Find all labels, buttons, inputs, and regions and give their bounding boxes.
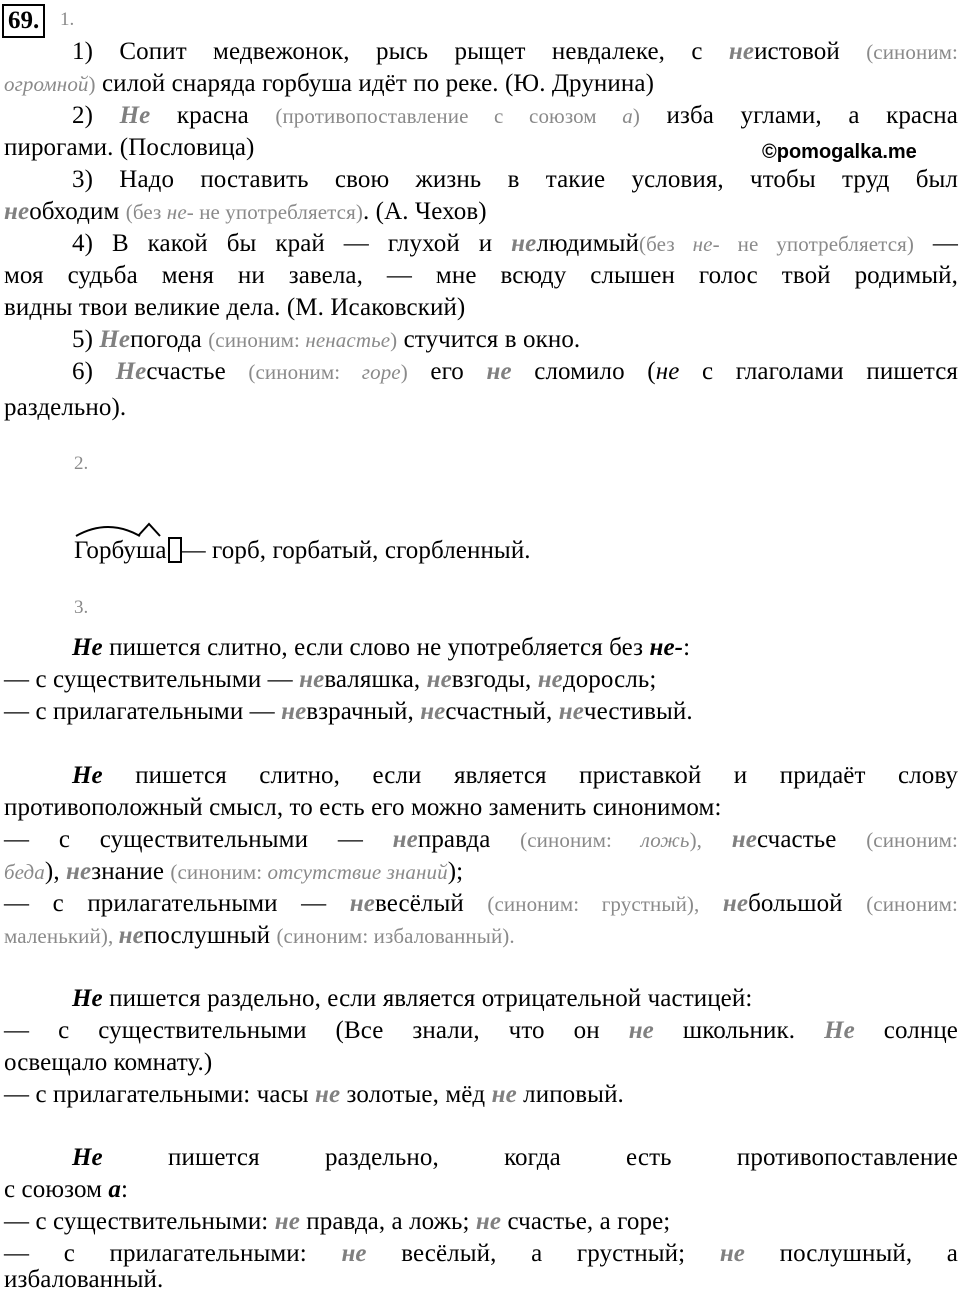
part-2-number: 2. [74, 453, 89, 474]
rule-4-nouns: — с существительными: не правда, а ложь; не счастье, а горе; [4, 1208, 671, 1235]
rule-2-nouns-line-1: — с существительными — неправда (синоним: ложь), несчастье (синоним: [4, 826, 958, 853]
word-analysis: Горбуша — горб, горбатый, сгорбленный. [74, 537, 531, 564]
exercise-number: 69. [2, 4, 45, 38]
sentence-6-line-2: раздельно). [4, 394, 127, 421]
rule-4-title-line-1: Не пишется раздельно, когда есть противопоставление [72, 1144, 958, 1171]
sentence-1-line-2: огромной) силой снаряда горбуша идёт по реке. (Ю. Друнина) [4, 70, 654, 97]
rule-1-adjectives: — с прилагательными — невзрачный, несчастный, нечестивый. [4, 698, 693, 725]
part-3-number: 3. [74, 597, 89, 618]
rule-1-title: Не пишется слитно, если слово не употребляется без не-: [72, 634, 691, 661]
part-1-number: 1. [60, 9, 75, 30]
rule-2-adjectives-line-2: маленький), непослушный (синоним: избалованный). [4, 922, 515, 949]
rule-2-title-line-2: противоположный смысл, то есть его можно заменить синонимом: [4, 794, 722, 821]
sentence-4-line-3: видны твои великие дела. (М. Исаковский) [4, 294, 466, 321]
sentence-1-line-1: 1) Сопит медвежонок, рысь рыщет невдалеке, с неистовой (синоним: [72, 38, 958, 65]
rule-2-nouns-line-2: беда), незнание (синоним: отсутствие знаний); [4, 858, 464, 885]
rule-2-adjectives-line-1: — с прилагательными — невесёлый (синоним: грустный), небольшой (синоним: [4, 890, 958, 917]
rule-4-adjectives-line-2: избалованный. [4, 1266, 164, 1293]
sentence-2-line-1: 2) Не красна (противопоставление с союзом а) изба углами, а красна [72, 102, 958, 129]
rule-3-nouns-line-2: освещало комнату.) [4, 1049, 213, 1076]
sentence-4-line-1: 4) В какой бы край — глухой и нелюдимый(без не- не употребляется) — [72, 230, 958, 257]
rule-3-adjectives: — с прилагательными: часы не золотые, мёд не липовый. [4, 1081, 624, 1108]
analyzed-word: Горбуша [74, 537, 167, 564]
rule-2-title-line-1: Не пишется слитно, если является приставкой и придаёт слову [72, 762, 958, 789]
rule-1-nouns: — с существительными — неваляшка, невзгоды, недоросль; [4, 666, 657, 693]
rule-3-title: Не пишется раздельно, если является отрицательной частицей: [72, 985, 753, 1012]
sentence-4-line-2: моя судьба меня ни завела, — мне всюду слышен голос твой родимый, [4, 262, 958, 289]
sentence-3-line-1: 3) Надо поставить свою жизнь в такие условия, чтобы труд был [72, 166, 958, 193]
watermark: ©pomogalka.me [762, 141, 917, 163]
sentence-5: 5) Непогода (синоним: ненастье) стучится в окно. [72, 326, 581, 353]
rule-4-title-line-2: с союзом а: [4, 1176, 128, 1203]
rule-4-adjectives-line-1: — с прилагательными: не весёлый, а грустный; не послушный, а [4, 1240, 959, 1267]
sentence-3-line-2: необходим (без не- не употребляется). (А. Чехов) [4, 198, 487, 225]
sentence-2-line-2: пирогами. (Пословица) [4, 134, 255, 161]
rule-3-nouns-line-1: — с существительными (Все знали, что он не школьник. Не солнце [4, 1017, 959, 1044]
sentence-6-line-1: 6) Несчастье (синоним: горе) его не сломило (не с глаголами пишется [72, 358, 958, 385]
